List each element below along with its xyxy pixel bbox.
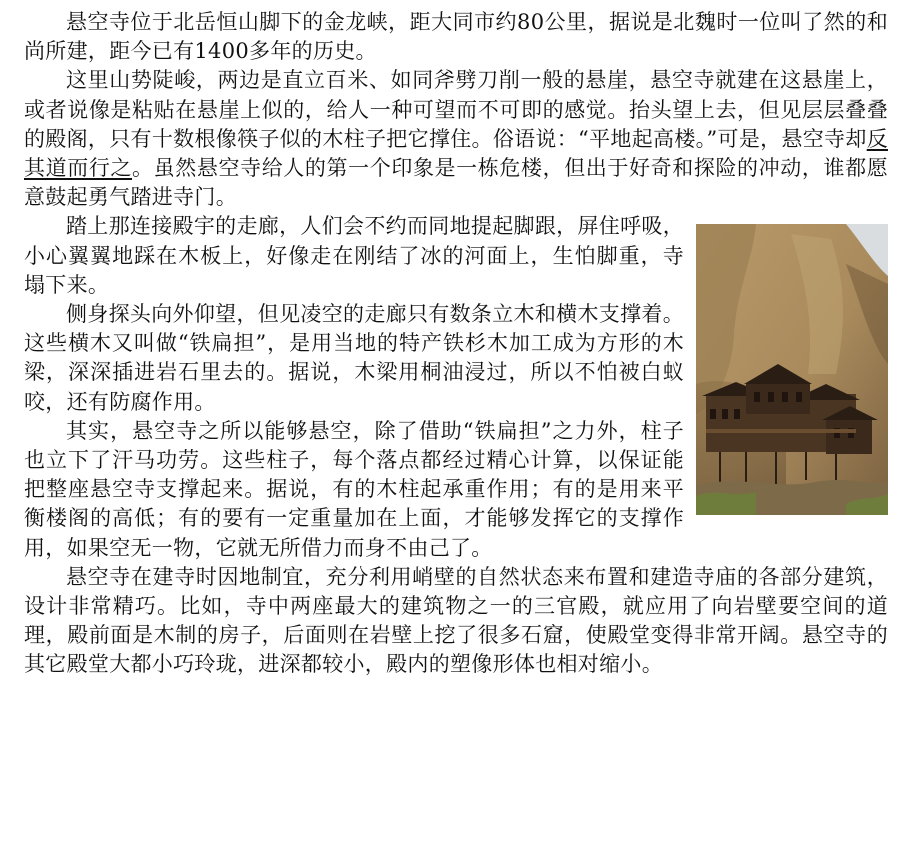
paragraph-6: 悬空寺在建寺时因地制宜，充分利用峭壁的自然状态来布置和建造寺庙的各部分建筑，设计非常精巧。比如，寺中两座最大的建筑物之一的三官殿，就应用了向岩壁要空间的道理，殿前面是木制的房子，后面则在岩壁上挖了很多石窟，使殿堂变得非常开阔。悬空寺的其它殿堂大都小巧玲珑，进深都较小，殿内的塑像形体也相对缩小。	[24, 564, 888, 677]
underlined-phrase: 反其道而行之	[24, 126, 888, 181]
article	[24, 8, 888, 680]
photo-illustration	[696, 224, 888, 515]
paragraph-4: 侧身探头向外仰望，但见凌空的走廊只有数条立木和横木支撑着。这些横木又叫做“铁扁担”，是用当地的特产铁杉木加工成为方形的木梁，深深插进岩石里去的。据说，木梁用桐油浸过，所以不怕被白蚁咬，还有防腐作用。	[24, 302, 684, 414]
paragraph-2-text-a: 这里山势陡峻，两边是直立百米、如同斧劈刀削一般的悬崖，悬空寺就建在这悬崖上，或者说像是粘贴在悬崖上似的，给人一种可望而不可即的感觉。抬头望上去，但见层层叠叠的殿阁，只有十数根像筷子似的木柱子把它撑住。俗语说：“平地起高楼。”可是，悬空寺却	[24, 68, 888, 151]
paragraph-2-text-b: 。虽然悬空寺给人的第一个印象是一栋危楼，但出于好奇和探险的冲动，谁都愿意鼓起勇气踏进寺门。	[24, 156, 889, 210]
paragraph-2	[24, 66, 888, 212]
paragraph-1: 悬空寺位于北岳恒山脚下的金龙峡，距大同市约80公里，据说是北魏时一位叫了然的和尚所建，距今已有1400多年的历史。	[24, 10, 888, 64]
foliage	[696, 492, 756, 515]
paragraph-5: 其实，悬空寺之所以能够悬空，除了借助“铁扁担”之力外，柱子也立下了汗马功劳。这些柱子，每个落点都经过精心计算，以保证能把整座悬空寺支撑起来。据说，有的木柱起承重作用；有的是用来平衡楼阁的高低；有的要有一定重量加在上面，才能够发挥它的支撑作用，如果空无一物，它就无所借力而身不由己了。	[24, 418, 684, 560]
paragraph-3: 踏上那连接殿宇的走廊，人们会不约而同地提起脚跟，屏住呼吸，小心翼翼地踩在木板上，好像走在刚结了冰的河面上，生怕脚重，寺塌下来。	[24, 214, 684, 297]
hanging-temple-photo	[696, 224, 888, 515]
